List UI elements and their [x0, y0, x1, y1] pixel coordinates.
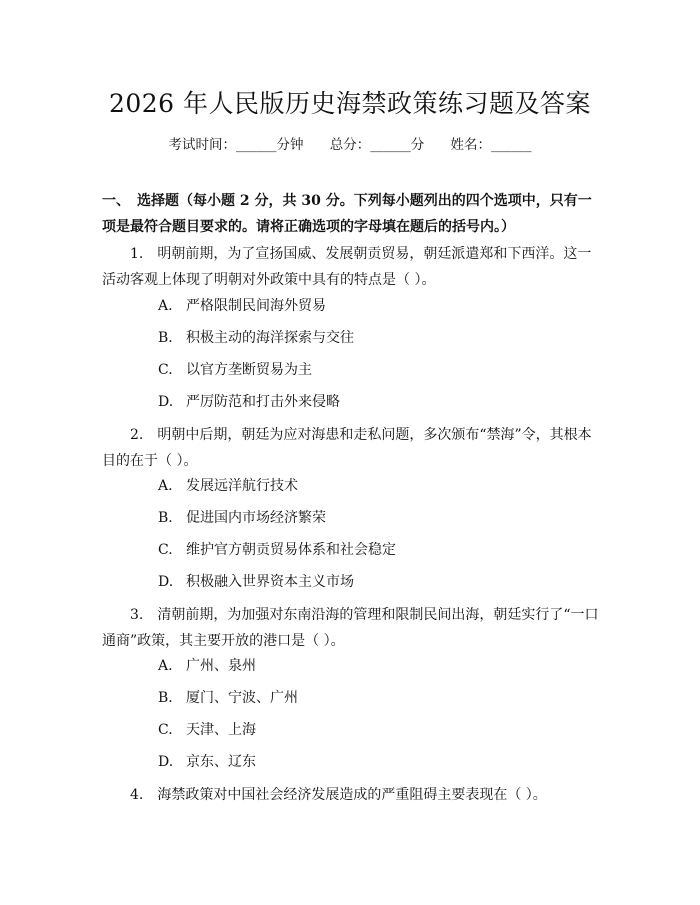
option-text: 积极主动的海洋探索与交往: [186, 330, 354, 346]
question-1-option-d: [158, 392, 340, 412]
document-title: 2026 年人民版历史海禁政策练习题及答案: [108, 89, 592, 118]
option-text: 京东、辽东: [186, 754, 256, 770]
option-text: 天津、上海: [186, 722, 256, 738]
question-1-option-a: [158, 296, 326, 316]
option-text: 广州、泉州: [186, 658, 256, 674]
question-1-option-c: [158, 360, 312, 380]
option-letter: A.: [158, 478, 173, 494]
option-text: 严格限制民间海外贸易: [186, 298, 326, 314]
question-3-option-c: [158, 720, 256, 740]
option-letter: A.: [158, 658, 173, 674]
question-4: 4. 海禁政策对中国社会经济发展造成的严重阻碍主要表现在（ ）。: [130, 787, 547, 803]
option-text: 促进国内市场经济繁荣: [186, 510, 326, 526]
option-text: 发展远洋航行技术: [186, 478, 298, 494]
option-letter: C.: [158, 722, 173, 738]
option-letter: C.: [158, 362, 173, 378]
option-letter: B.: [158, 510, 173, 526]
option-text: 以官方垄断贸易为主: [186, 362, 312, 378]
option-letter: D.: [158, 574, 174, 590]
question-3-option-b: [158, 688, 298, 708]
option-text: 维护官方朝贡贸易体系和社会稳定: [186, 542, 396, 558]
option-letter: B.: [158, 690, 173, 706]
question-2-option-b: [158, 508, 326, 528]
question-2-option-a: [158, 476, 298, 496]
exam-time: 考试时间：______分钟: [168, 137, 304, 153]
option-text: 严厉防范和打击外来侵略: [186, 394, 340, 410]
option-letter: A.: [158, 298, 173, 314]
option-text: 积极融入世界资本主义市场: [186, 574, 354, 590]
option-letter: D.: [158, 394, 174, 410]
exam-score: 总分：______分: [329, 137, 425, 153]
question-2: 2. 明朝中后期，朝廷为应对海患和走私问题，多次颁布“禁海”令，其根本目的在于（ ）。: [102, 427, 592, 469]
option-letter: B.: [158, 330, 173, 346]
section-heading: 一、 选择题（每小题 2 分，共 30 分。下列每小题列出的四个选项中，只有一项是最符合题目要求的。请将正确选项的字母填在题后的括号内。）: [102, 193, 592, 235]
question-3-option-d: [158, 752, 256, 772]
option-letter: D.: [158, 754, 174, 770]
option-text: 厦门、宁波、广州: [186, 690, 298, 706]
exam-name: 姓名：______: [450, 137, 532, 153]
question-1: 1. 明朝前期，为了宣扬国威、发展朝贡贸易，朝廷派遣郑和下西洋。这一活动客观上体现了明朝对外政策中具有的特点是（ ）。: [102, 246, 592, 288]
exam-meta: [0, 133, 700, 153]
question-1-option-b: [158, 328, 354, 348]
question-2-option-d: [158, 572, 354, 592]
option-letter: C.: [158, 542, 173, 558]
question-2-option-c: [158, 540, 396, 560]
question-3: 3. 清朝前期，为加强对东南沿海的管理和限制民间出海，朝廷实行了“一口通商”政策，其主要开放的港口是（ ）。: [102, 607, 599, 649]
question-3-option-a: [158, 656, 256, 676]
